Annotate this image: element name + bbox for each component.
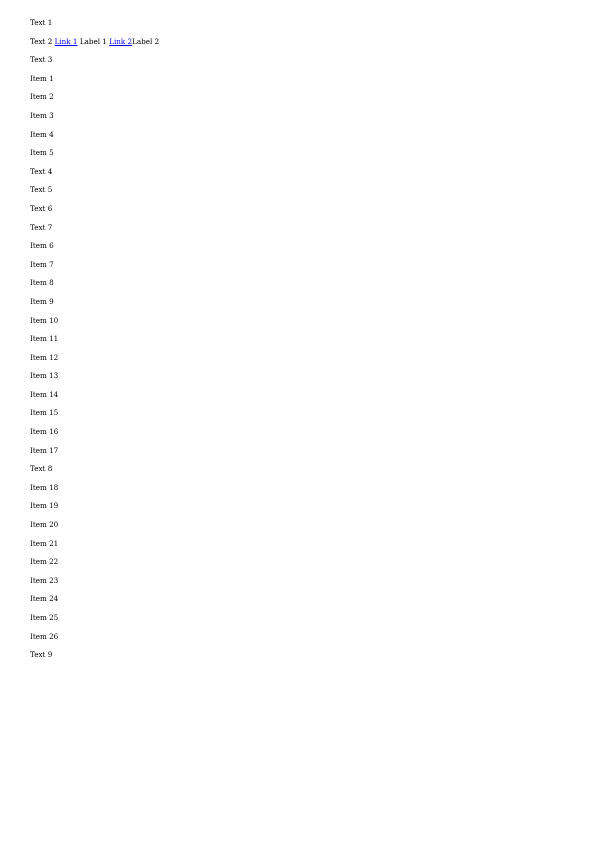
list-item-6: Item 6: [30, 241, 54, 251]
list-item-1: Item 1: [30, 73, 54, 83]
list-item-15: Item 15: [30, 408, 59, 418]
list-item-5: Item 5: [30, 148, 54, 158]
paragraph-2-connector: Label 1: [79, 36, 107, 46]
paragraph-9: Text 9: [30, 650, 53, 660]
list-item-20: Item 20: [30, 520, 59, 530]
list-item-24: Item 24: [30, 594, 59, 604]
list-item-7: Item 7: [30, 259, 54, 269]
list-item-14: Item 14: [30, 389, 59, 399]
paragraph-2-tail: Label 2: [132, 36, 160, 46]
list-item-22: Item 22: [30, 557, 59, 567]
paragraph-2-text: Text 2: [30, 36, 53, 46]
list-item-9: Item 9: [30, 296, 54, 306]
paragraph-2: [30, 37, 565, 47]
list-item-23: Item 23: [30, 575, 59, 585]
paragraph-7: Text 7: [30, 222, 53, 232]
list-item-16: Item 16: [30, 427, 59, 437]
list-item-19: Item 19: [30, 501, 59, 511]
list-item-4: Item 4: [30, 129, 54, 139]
list-item-11: Item 11: [30, 334, 59, 344]
paragraph-8: Text 8: [30, 464, 53, 474]
paragraph-1: Text 1: [30, 18, 53, 27]
section-link-1[interactable]: Link 1: [54, 36, 78, 46]
list-item-3: Item 3: [30, 110, 54, 120]
list-item-26: Item 26: [30, 631, 59, 641]
list-item-17: Item 17: [30, 445, 59, 455]
section-link-2[interactable]: Link 2: [109, 36, 133, 46]
list-item-2: Item 2: [30, 92, 54, 102]
paragraph-5: Text 5: [30, 185, 53, 195]
paragraph-4: Text 4: [30, 166, 53, 176]
document-page: [30, 18, 565, 828]
list-item-13: Item 13: [30, 371, 59, 381]
list-item-12: Item 12: [30, 352, 59, 362]
paragraph-6: Text 6: [30, 203, 53, 213]
list-item-8: Item 8: [30, 278, 54, 288]
list-item-25: Item 25: [30, 613, 59, 622]
paragraph-3: Text 3: [30, 55, 53, 65]
list-item-10: Item 10: [30, 315, 59, 325]
list-item-18: Item 18: [30, 482, 59, 492]
list-item-21: Item 21: [30, 538, 59, 548]
